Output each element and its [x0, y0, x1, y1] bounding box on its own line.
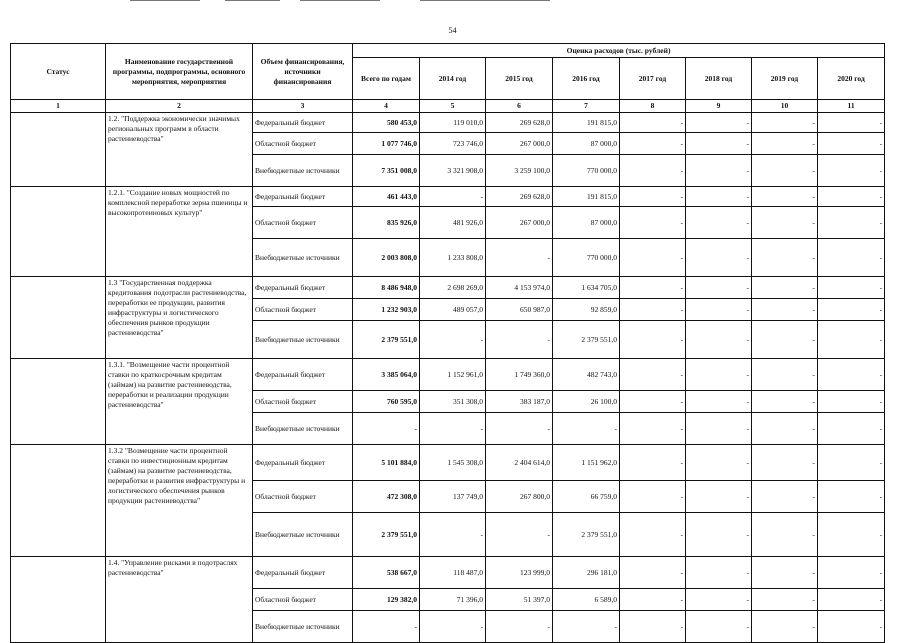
funding-source-cell: Областной бюджет	[253, 299, 353, 321]
funding-source-cell: Внебюджетные источники	[253, 611, 353, 643]
year-value-cell: -	[686, 391, 752, 413]
year-value-cell: -	[818, 611, 885, 643]
total-value-cell: 1 232 903,0	[353, 299, 420, 321]
column-number: 5	[420, 100, 486, 113]
year-value-cell: 269 628,0	[486, 187, 553, 207]
year-value-cell: -	[420, 513, 486, 557]
total-value-cell: 2 003 808,0	[353, 239, 420, 277]
year-value-cell: -	[686, 513, 752, 557]
year-value-cell: -	[752, 321, 818, 359]
year-value-cell: -	[620, 445, 686, 481]
year-value-cell: -	[752, 359, 818, 391]
table-row	[11, 557, 885, 589]
year-value-cell: -	[420, 321, 486, 359]
measure-name-cell: 1.3.2 "Возмещение части процентной ставки по инвестиционным кредитам (займам) на развитие растениеводства, переработки и развития инфраструктуры и логистического обеспечения рынков продукции растениеводства"	[106, 445, 253, 557]
year-value-cell: -	[818, 321, 885, 359]
year-value-cell: 137 749,0	[420, 481, 486, 513]
year-value-cell: -	[686, 299, 752, 321]
year-value-cell: -	[752, 299, 818, 321]
year-value-cell: -	[686, 359, 752, 391]
measure-name-cell: 1.3 "Государственная поддержка кредитования подотрасли растениеводства, переработки ее продукции, развития инфраструктуры и логистического обеспечения рынков продукции растениеводства"	[106, 277, 253, 359]
year-value-cell: -	[752, 207, 818, 239]
total-value-cell: 835 926,0	[353, 207, 420, 239]
year-value-cell: 269 628,0	[486, 113, 553, 133]
year-value-cell: 6 589,0	[553, 589, 620, 611]
year-value-cell: -	[486, 611, 553, 643]
measure-name-cell: 1.4. "Управление рисками в подотраслях растениеводства"	[106, 557, 253, 643]
total-value-cell: 7 351 008,0	[353, 155, 420, 187]
year-value-cell: -	[818, 239, 885, 277]
header-year-2017: 2017 год	[620, 58, 686, 100]
year-value-cell: -	[818, 589, 885, 611]
year-value-cell: -	[620, 391, 686, 413]
funding-source-cell: Федеральный бюджет	[253, 277, 353, 299]
year-value-cell: -	[620, 321, 686, 359]
year-value-cell: -	[752, 611, 818, 643]
year-value-cell: -	[686, 133, 752, 155]
year-value-cell: 3 321 908,0	[420, 155, 486, 187]
year-value-cell: 3 259 100,0	[486, 155, 553, 187]
year-value-cell: -	[752, 481, 818, 513]
year-value-cell: -	[620, 513, 686, 557]
column-number: 3	[253, 100, 353, 113]
year-value-cell: -	[818, 113, 885, 133]
status-cell	[11, 187, 106, 277]
year-value-cell: 2 698 269,0	[420, 277, 486, 299]
year-value-cell: -	[620, 155, 686, 187]
scan-artifact-line	[420, 0, 550, 1]
total-value-cell: 760 595,0	[353, 391, 420, 413]
year-value-cell: -	[620, 557, 686, 589]
header-year-total: Всего по годам	[353, 58, 420, 100]
year-value-cell: 1 233 808,0	[420, 239, 486, 277]
total-value-cell: 3 385 064,0	[353, 359, 420, 391]
year-value-cell: 87 000,0	[553, 133, 620, 155]
year-value-cell: 92 859,0	[553, 299, 620, 321]
table-row	[11, 187, 885, 207]
year-value-cell: -	[818, 481, 885, 513]
year-value-cell: -	[818, 133, 885, 155]
year-value-cell: 383 187,0	[486, 391, 553, 413]
year-value-cell: -	[686, 277, 752, 299]
measure-name-cell: 1.2.1. "Создание новых мощностей по комплексной переработке зерна пшеницы и высокопротеиновых культур"	[106, 187, 253, 277]
measure-name-cell: 1.2. "Поддержка экономически значимых региональных программ в области растениеводства"	[106, 113, 253, 187]
year-value-cell: -	[620, 277, 686, 299]
year-value-cell: 118 487,0	[420, 557, 486, 589]
year-value-cell: -	[752, 133, 818, 155]
year-value-cell: 119 010,0	[420, 113, 486, 133]
year-value-cell: 2 404 614,0	[486, 445, 553, 481]
year-value-cell: -	[752, 187, 818, 207]
total-value-cell: 2 379 551,0	[353, 321, 420, 359]
funding-source-cell: Внебюджетные источники	[253, 413, 353, 445]
total-value-cell: 5 101 884,0	[353, 445, 420, 481]
year-value-cell: -	[686, 187, 752, 207]
year-value-cell: 296 181,0	[553, 557, 620, 589]
year-value-cell: 267 000,0	[486, 133, 553, 155]
year-value-cell: -	[620, 359, 686, 391]
year-value-cell: -	[752, 277, 818, 299]
year-value-cell: 481 926,0	[420, 207, 486, 239]
year-value-cell: -	[686, 207, 752, 239]
total-value-cell: 2 379 551,0	[353, 513, 420, 557]
header-year-2014: 2014 год	[420, 58, 486, 100]
year-value-cell: 1 152 961,0	[420, 359, 486, 391]
year-value-cell: 4 153 974,0	[486, 277, 553, 299]
year-value-cell: -	[818, 359, 885, 391]
funding-source-cell: Внебюджетные источники	[253, 155, 353, 187]
column-number: 7	[553, 100, 620, 113]
year-value-cell: 1 634 705,0	[553, 277, 620, 299]
year-value-cell: 66 759,0	[553, 481, 620, 513]
year-value-cell: -	[620, 187, 686, 207]
year-value-cell: -	[818, 207, 885, 239]
year-value-cell: 770 000,0	[553, 155, 620, 187]
year-value-cell: 1 749 360,0	[486, 359, 553, 391]
year-value-cell: -	[752, 391, 818, 413]
year-value-cell: 1 545 308,0	[420, 445, 486, 481]
year-value-cell: -	[818, 557, 885, 589]
year-value-cell: 723 746,0	[420, 133, 486, 155]
table-row	[11, 359, 885, 391]
year-value-cell: -	[818, 187, 885, 207]
measure-name-cell: 1.3.1. "Возмещение части процентной ставки по краткосрочным кредитам (займам) на развитие растениеводства, переработки и реализации продукции растениеводства"	[106, 359, 253, 445]
year-value-cell: 87 000,0	[553, 207, 620, 239]
funding-source-cell: Областной бюджет	[253, 391, 353, 413]
year-value-cell: -	[818, 277, 885, 299]
total-value-cell: 1 077 746,0	[353, 133, 420, 155]
year-value-cell: 51 397,0	[486, 589, 553, 611]
year-value-cell: -	[818, 299, 885, 321]
year-value-cell: -	[818, 513, 885, 557]
year-value-cell: 191 815,0	[553, 113, 620, 133]
total-value-cell: 461 443,0	[353, 187, 420, 207]
year-value-cell: 351 308,0	[420, 391, 486, 413]
table-row	[11, 445, 885, 481]
column-number: 6	[486, 100, 553, 113]
year-value-cell: -	[620, 481, 686, 513]
year-value-cell: -	[752, 513, 818, 557]
year-value-cell: -	[752, 413, 818, 445]
year-value-cell: 2 379 551,0	[553, 321, 620, 359]
funding-source-cell: Федеральный бюджет	[253, 557, 353, 589]
header-year-2016: 2016 год	[553, 58, 620, 100]
funding-source-cell: Внебюджетные источники	[253, 321, 353, 359]
year-value-cell: 267 800,0	[486, 481, 553, 513]
year-value-cell: -	[686, 445, 752, 481]
scan-artifact-line	[300, 0, 380, 1]
total-value-cell: -	[353, 413, 420, 445]
year-value-cell: -	[818, 445, 885, 481]
year-value-cell: -	[752, 589, 818, 611]
scan-artifact-line	[130, 0, 200, 1]
funding-source-cell: Федеральный бюджет	[253, 113, 353, 133]
total-value-cell: 8 486 948,0	[353, 277, 420, 299]
header-year-2020: 2020 год	[818, 58, 885, 100]
column-number: 2	[106, 100, 253, 113]
year-value-cell: -	[686, 481, 752, 513]
status-cell	[11, 113, 106, 187]
column-number: 10	[752, 100, 818, 113]
header-year-2015: 2015 год	[486, 58, 553, 100]
funding-source-cell: Федеральный бюджет	[253, 445, 353, 481]
column-number: 9	[686, 100, 752, 113]
year-value-cell: 71 396,0	[420, 589, 486, 611]
year-value-cell: 2 379 551,0	[553, 513, 620, 557]
year-value-cell: 123 999,0	[486, 557, 553, 589]
year-value-cell: -	[686, 611, 752, 643]
year-value-cell: -	[486, 413, 553, 445]
year-value-cell: -	[420, 611, 486, 643]
header-program-name: Наименование государственной программы, подпрограммы, основного мероприятия, мероприятия	[106, 44, 253, 100]
funding-source-cell: Внебюджетные источники	[253, 513, 353, 557]
year-value-cell: -	[620, 299, 686, 321]
funding-source-cell: Федеральный бюджет	[253, 359, 353, 391]
total-value-cell: 538 667,0	[353, 557, 420, 589]
status-cell	[11, 445, 106, 557]
table-row	[11, 277, 885, 299]
year-value-cell: 1 151 962,0	[553, 445, 620, 481]
year-value-cell: -	[752, 239, 818, 277]
scan-artifact-line	[225, 0, 280, 1]
year-value-cell: -	[620, 133, 686, 155]
year-value-cell: 770 000,0	[553, 239, 620, 277]
year-value-cell: 191 815,0	[553, 187, 620, 207]
header-estimate: Оценка расходов (тыс. рублей)	[353, 44, 885, 58]
year-value-cell: 267 000,0	[486, 207, 553, 239]
column-number: 8	[620, 100, 686, 113]
year-value-cell: -	[818, 391, 885, 413]
column-number: 1	[11, 100, 106, 113]
year-value-cell: 489 057,0	[420, 299, 486, 321]
funding-source-cell: Областной бюджет	[253, 481, 353, 513]
year-value-cell: -	[620, 239, 686, 277]
header-year-2019: 2019 год	[752, 58, 818, 100]
year-value-cell: -	[620, 589, 686, 611]
year-value-cell: -	[553, 413, 620, 445]
funding-source-cell: Областной бюджет	[253, 589, 353, 611]
year-value-cell: -	[752, 557, 818, 589]
header-status: Статус	[11, 44, 106, 100]
total-value-cell: 129 382,0	[353, 589, 420, 611]
funding-source-cell: Федеральный бюджет	[253, 187, 353, 207]
header-funding: Объем финансирования, источники финансирования	[253, 44, 353, 100]
year-value-cell: 26 100,0	[553, 391, 620, 413]
year-value-cell: -	[486, 239, 553, 277]
header-year-2018: 2018 год	[686, 58, 752, 100]
column-number: 4	[353, 100, 420, 113]
year-value-cell: -	[420, 413, 486, 445]
page-number: 54	[448, 26, 457, 35]
year-value-cell: -	[486, 321, 553, 359]
year-value-cell: -	[420, 187, 486, 207]
year-value-cell: -	[818, 413, 885, 445]
year-value-cell: -	[620, 611, 686, 643]
funding-source-cell: Областной бюджет	[253, 207, 353, 239]
year-value-cell: -	[818, 155, 885, 187]
funding-source-cell: Областной бюджет	[253, 133, 353, 155]
year-value-cell: -	[686, 113, 752, 133]
year-value-cell: -	[752, 113, 818, 133]
total-value-cell: -	[353, 611, 420, 643]
status-cell	[11, 277, 106, 359]
year-value-cell: -	[686, 239, 752, 277]
year-value-cell: -	[686, 589, 752, 611]
year-value-cell: -	[620, 113, 686, 133]
status-cell	[11, 557, 106, 643]
total-value-cell: 472 308,0	[353, 481, 420, 513]
funding-source-cell: Внебюджетные источники	[253, 239, 353, 277]
year-value-cell: -	[620, 207, 686, 239]
table-row	[11, 113, 885, 133]
year-value-cell: -	[752, 445, 818, 481]
year-value-cell: -	[686, 321, 752, 359]
year-value-cell: -	[620, 413, 686, 445]
budget-table	[10, 43, 885, 643]
status-cell	[11, 359, 106, 445]
year-value-cell: 482 743,0	[553, 359, 620, 391]
year-value-cell: -	[752, 155, 818, 187]
year-value-cell: 650 987,0	[486, 299, 553, 321]
year-value-cell: -	[686, 557, 752, 589]
total-value-cell: 580 453,0	[353, 113, 420, 133]
year-value-cell: -	[553, 611, 620, 643]
column-number: 11	[818, 100, 885, 113]
year-value-cell: -	[486, 513, 553, 557]
year-value-cell: -	[686, 155, 752, 187]
year-value-cell: -	[686, 413, 752, 445]
